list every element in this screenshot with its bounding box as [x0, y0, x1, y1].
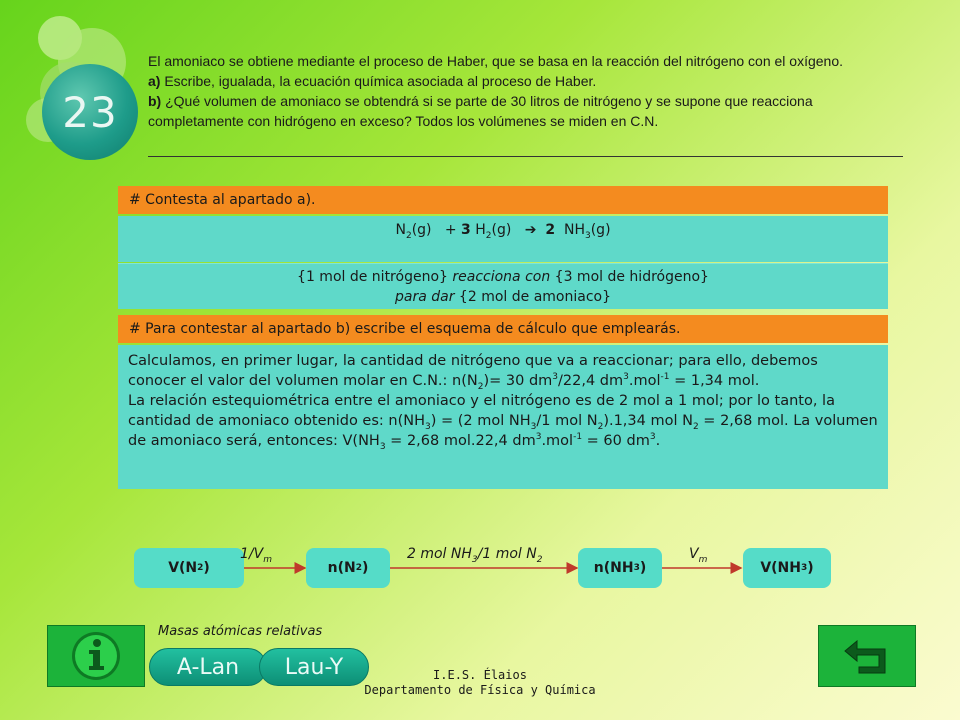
chemical-equation: $N_2(g)$ + 3 $H_2(g)$ ➔ 2 $NH_3(g)$: [118, 216, 888, 262]
section-a-header: # Contesta al apartado a).: [118, 186, 888, 214]
statement-intro: El amoniaco se obtiene mediante el proceso de Haber, que se basa en la reacción del nitrógeno con el oxígeno.: [148, 53, 844, 69]
return-arrow-icon: [837, 631, 897, 681]
footer-school: I.E.S. Élaios: [433, 668, 527, 682]
calculation-text: [118, 345, 888, 489]
exercise-statement: [148, 51, 898, 131]
section-b-header: # Para contestar al apartado b) escribe el esquema de cálculo que emplearás.: [118, 315, 888, 343]
divider-line: [148, 156, 903, 157]
footer-department: Departamento de Física y Química: [364, 683, 596, 697]
a-lan-button[interactable]: A-Lan: [149, 648, 267, 686]
scheme-label-2: 2 mol $NH_3/1$ mol $N_2$: [407, 546, 543, 565]
info-button[interactable]: [47, 625, 145, 687]
lau-y-button[interactable]: Lau-Y: [259, 648, 369, 686]
stoichiometric-relation: {1 mol de nitrógeno} reacciona con {3 mol de hidrógeno} para dar {2 mol de amoniaco}: [118, 263, 888, 309]
footer-credits: [340, 668, 620, 698]
calc-paragraph-2: La relación estequiométrica entre el amoniaco y el nitrógeno es de 2 mol a 1 mol; por lo tanto, la cantidad de amoniaco obtenido es: $n(NH_3) = (2$ mol $NH_3/1$ mol $N_2).1,34$ mol $N_2 = 2,68$ mol. La volumen de amoniaco será, entonces: $V(NH_3 = 2,68$ mol.22,4 $dm^3.mol^{-1} = 60$ $dm^3$.: [128, 393, 878, 452]
scheme-node-n-nh3: n(NH 3 ): [578, 548, 662, 588]
info-icon: [66, 629, 126, 683]
exercise-number-badge: 23: [42, 64, 138, 160]
scheme-node-v-nh3: V(NH 3 ): [743, 548, 831, 588]
statement-part-a: a) Escribe, igualada, la ecuación química asociada al proceso de Haber.: [148, 73, 597, 89]
calc-paragraph-1: Calculamos, en primer lugar, la cantidad de nitrógeno que va a reaccionar; para ello, debemos conocer el valor del volumen molar en C.N.: $n(N_2)= 30$ $dm^3/22,4$ $dm^3.mol^{-1} = 1,34$ mol.: [128, 353, 818, 392]
reaction-arrow-icon: ➔: [524, 222, 537, 238]
statement-part-b: b) ¿Qué volumen de amoniaco se obtendrá si se parte de 30 litros de nitrógeno y se supone que reacciona completamente con hidrógeno en exceso? Todos los volúmenes se miden en C.N.: [148, 93, 813, 129]
scheme-label-3: $V_m$: [689, 546, 708, 565]
scheme-label-1: $1/V_m$: [240, 546, 272, 565]
scheme-node-v-n2: V(N 2 ): [134, 548, 244, 588]
return-button[interactable]: [818, 625, 916, 687]
scheme-node-n-n2: n(N 2 ): [306, 548, 390, 588]
relative-atomic-masses-link[interactable]: Masas atómicas relativas: [158, 624, 323, 639]
